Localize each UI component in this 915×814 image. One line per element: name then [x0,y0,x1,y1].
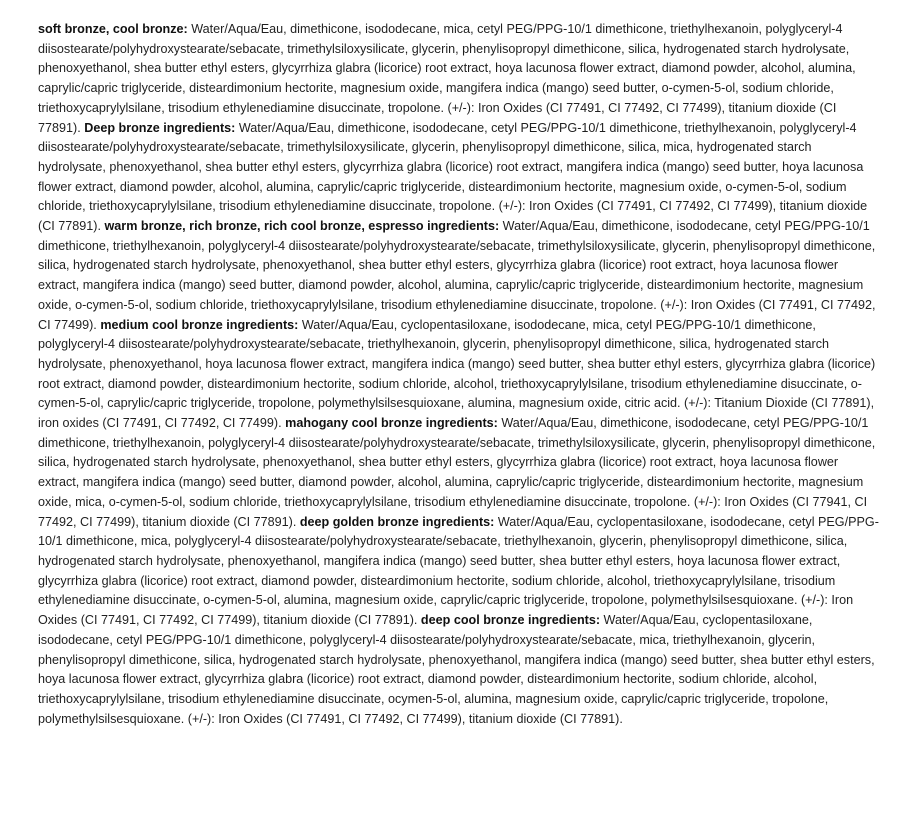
shade-ingredients-soft-cool-bronze: Water/Aqua/Eau, dimethicone, isododecane, mica, cetyl PEG/PPG-10/1 dimethicone, triethylhexanoin, polyglyceryl-4 diisostearate/polyhydroxystearate/sebacate, trimethylsiloxysilicate, glycerin, phenylisopropyl dimethicone, silica, hydrogenated starch hydrolysate, phenoxyethanol, shea butter ethyl esters, glycyrrhiza glabra (licorice) root extract, hoya lacunosa flower extract, diamond powder, alcohol, alumina, caprylic/capric triglyceride, disteardimonium hectorite, magnesium oxide, mangifera indica (mango) seed butter, o-cymen-5-ol, sodium chloride, triethoxycaprylylsilane, trisodium ethylenediamine disuccinate, tropolone. (+/-): Iron Oxides (CI 77491, CI 77492, CI 77499), titanium dioxide (CI 77891). [38,22,856,135]
shade-ingredients-medium-cool-bronze: Water/Aqua/Eau, cyclopentasiloxane, isododecane, mica, cetyl PEG/PPG-10/1 dimethicone, polyglyceryl-4 diisostearate/polyhydroxystearate/sebacate, triethylhexanoin, glycerin, phenylisopropyl dimethicone, silica, hydrogenated starch hydrolysate, phenoxyethanol, hoya lacunosa flower extract, mangifera indica (mango) seed butter, shea butter ethyl esters, glycyrrhiza glabra (licorice) root extract, diamond powder, disteardimonium hectorite, sodium chloride, alcohol, triethoxycaprylylsilane, trisodium ethylenediamine disuccinate, o-cymen-5-ol, caprylic/capric triglyceride, tropolone, polymethylsilsesquioxane, alumina, magnesium oxide, citric acid. (+/-): Titanium Dioxide (CI 77891), iron oxides (CI 77491, CI 77492, CI 77499). [38,317,876,431]
shade-heading-soft-cool-bronze: soft bronze, cool bronze: [38,22,188,36]
shade-ingredients-mahogany-cool-bronze: Water/Aqua/Eau, dimethicone, isododecane, cetyl PEG/PPG-10/1 dimethicone, triethylhexanoin, polyglyceryl-4 diisostearate/polyhydroxystearate/sebacate, trimethylsiloxysilicate, glycerin, phenylisopropyl dimethicone, silica, hydrogenated starch hydrolysate, phenoxyethanol, shea butter ethyl esters, glycyrrhiza glabra (licorice) root extract, hoya lacunosa flower extract, mangifera indica (mango) seed butter, diamond powder, alcohol, alumina, caprylic/capric triglyceride, disteardimonium hectorite, magnesium oxide, mica, o-cymen-5-ol, sodium chloride, triethoxycaprylylsilane, trisodium ethylenediamine disuccinate, tropolone. (+/-): Iron Oxides (CI 77941, CI 77492, CI 77499), titanium dioxide (CI 77891). [38,416,876,529]
shade-heading-deep-bronze: Deep bronze ingredients: [84,120,236,135]
shade-heading-warm-rich-espresso: warm bronze, rich bronze, rich cool bronze, espresso ingredients: [104,219,500,234]
shade-ingredients-deep-cool-bronze: Water/Aqua/Eau, cyclopentasiloxane, isododecane, cetyl PEG/PPG-10/1 dimethicone, polyglyceryl-4 diisostearate/polyhydroxystearate/sebacate, mica, triethylhexanoin, glycerin, phenylisopropyl dimethicone, silica, hydrogenated starch hydrolysate, phenoxyethanol, mangifera indica (mango) seed butter, shea butter ethyl esters, hoya lacunosa flower extract, glycyrrhiza glabra (licorice) root extract, diamond powder, disteardimonium hectorite, sodium chloride, alcohol, triethoxycaprylylsilane, trisodium ethylenediamine disuccinate, ocymen-5-ol, alumina, magnesium oxide, caprylic/capric triglyceride, tropolone, polymethylsilsesquioxane. (+/-): Iron Oxides (CI 77491, CI 77492, CI 77499), titanium dioxide (CI 77891). [38,613,875,726]
shade-ingredients-deep-bronze: Water/Aqua/Eau, dimethicone, isododecane, cetyl PEG/PPG-10/1 dimethicone, triethylhexanoin, polyglyceryl-4 diisostearate/polyhydroxystearate/sebacate, trimethylsiloxysilicate, glycerin, phenylisopropyl dimethicone, silica, mica, hydrogenated starch hydrolysate, phenoxyethanol, shea butter ethyl esters, glycyrrhiza glabra (licorice) root extract, mangifera indica (mango) seed butter, hoya lacunosa flower extract, diamond powder, alcohol, alumina, caprylic/capric triglyceride, disteardimonium hectorite, magnesium oxide, o-cymen-5-ol, sodium chloride, triethoxycaprylylsilane, trisodium ethylenediamine disuccinate, tropolone. (+/-): Iron Oxides (CI 77491, CI 77492, CI 77499), titanium dioxide (CI 77891). [38,120,868,234]
shade-heading-deep-golden-bronze: deep golden bronze ingredients: [299,514,495,529]
shade-heading-medium-cool-bronze: medium cool bronze ingredients: [100,317,299,332]
shade-heading-deep-cool-bronze: deep cool bronze ingredients: [420,613,601,628]
shade-heading-mahogany-cool-bronze: mahogany cool bronze ingredients: [285,416,498,431]
shade-ingredients-warm-rich-espresso: Water/Aqua/Eau, dimethicone, isododecane, cetyl PEG/PPG-10/1 dimethicone, triethylhexanoin, polyglyceryl-4 diisostearate/polyhydroxystearate/sebacate, trimethylsiloxysilicate, glycerin, phenylisopropyl dimethicone, silica, hydrogenated starch hydrolysate, phenoxyethanol, shea butter ethyl esters, glycyrrhiza glabra (licorice) root extract, hoya lacunosa flower extract, mangifera indica (mango) seed butter, diamond powder, alcohol, alumina, caprylic/capric triglyceride, disteardimonium hectorite, magnesium oxide, o-cymen-5-ol, sodium chloride, triethoxycaprylylsilane, trisodium ethylenediamine disuccinate, tropolone. (+/-): Iron Oxides (CI 77491, CI 77492, CI 77499). [38,219,876,332]
shade-ingredients-deep-golden-bronze: Water/Aqua/Eau, cyclopentasiloxane, isododecane, cetyl PEG/PPG-10/1 dimethicone, mica, polyglyceryl-4 diisostearate/polyhydroxystearate/sebacate, triethylhexanoin, glycerin, phenylisopropyl dimethicone, silica, hydrogenated starch hydrolysate, phenoxyethanol, mangifera indica (mango) seed butter, shea butter ethyl esters, hoya lacunosa flower extract, glycyrrhiza glabra (licorice) root extract, diamond powder, disteardimonium hectorite, sodium chloride, alcohol, triethoxycaprylylsilane, trisodium ethylenediamine disuccinate, o-cymen-5-ol, alumina, magnesium oxide, caprylic/capric triglyceride, tropolone, polymethylsilsesquioxane. (+/-): Iron Oxides (CI 77491, CI 77492, CI 77499), titanium dioxide (CI 77891). [38,514,879,628]
ingredients-paragraph [38,20,880,729]
